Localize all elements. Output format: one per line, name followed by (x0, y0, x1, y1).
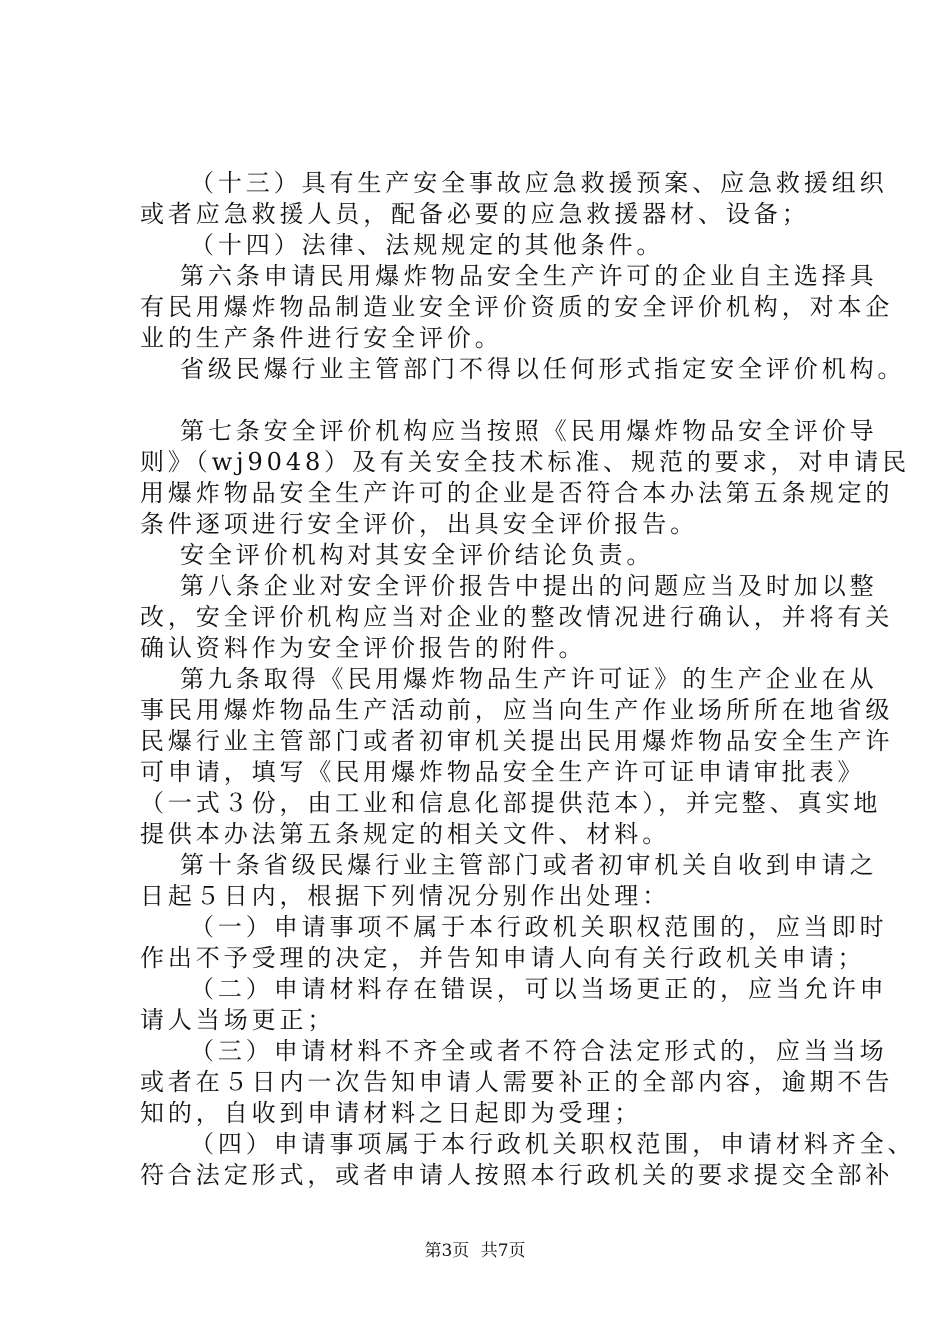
text-line: （十三）具有生产安全事故应急救援预案、应急救援组织 (190, 169, 888, 197)
text-line: 第九条取得《民用爆炸物品生产许可证》的生产企业在从 (180, 665, 878, 693)
page-footer (0, 1241, 950, 1261)
text-line: 或者应急救援人员，配备必要的应急救援器材、设备； (140, 200, 810, 228)
text-line: （十四）法律、法规规定的其他条件。 (190, 231, 665, 259)
text-line: 有民用爆炸物品制造业安全评价资质的安全评价机构，对本企 (140, 293, 894, 321)
text-line: 改，安全评价机构应当对企业的整改情况进行确认，并将有关 (140, 603, 894, 631)
text-line: 作出不予受理的决定，并告知申请人向有关行政机关申请； (140, 944, 866, 972)
page-number: 第3页 (424, 1241, 470, 1261)
text-line: 确认资料作为安全评价报告的附件。 (140, 634, 587, 662)
text-line: 日起５日内，根据下列情况分别作出处理： (140, 882, 671, 910)
document-body (140, 168, 916, 1191)
text-line: 可申请，填写《民用爆炸物品安全生产许可证申请审批表》 (140, 758, 866, 786)
text-line: 提供本办法第五条规定的相关文件、材料。 (140, 820, 671, 848)
text-line: （三）申请材料不齐全或者不符合法定形式的，应当当场 (190, 1037, 888, 1065)
text-line: 第十条省级民爆行业主管部门或者初审机关自收到申请之 (180, 851, 878, 879)
text-line: 或者在５日内一次告知申请人需要补正的全部内容，逾期不告 (140, 1068, 894, 1096)
text-line: 知的，自收到申请材料之日起即为受理； (140, 1099, 643, 1127)
text-line: 业的生产条件进行安全评价。 (140, 324, 503, 352)
page-total: 共7页 (480, 1241, 526, 1261)
paragraph-gap (140, 385, 840, 416)
text-line: （一）申请事项不属于本行政机关职权范围的，应当即时 (190, 913, 888, 941)
text-line: 第六条申请民用爆炸物品安全生产许可的企业自主选择具 (180, 262, 878, 290)
text-line: 省级民爆行业主管部门不得以任何形式指定安全评价机构。 (180, 355, 906, 383)
text-line: 第七条安全评价机构应当按照《民用爆炸物品安全评价导 (180, 417, 878, 445)
text-line: 民爆行业主管部门或者初审机关提出民用爆炸物品安全生产许 (140, 727, 894, 755)
text-line: 符合法定形式，或者申请人按照本行政机关的要求提交全部补 (140, 1161, 894, 1189)
text-line: 安全评价机构对其安全评价结论负责。 (180, 541, 655, 569)
text-line: 用爆炸物品安全生产许可的企业是否符合本办法第五条规定的 (140, 479, 894, 507)
text-line: 条件逐项进行安全评价，出具安全评价报告。 (140, 510, 698, 538)
text-line: （二）申请材料存在错误，可以当场更正的，应当允许申 (190, 975, 888, 1003)
text-line: 第八条企业对安全评价报告中提出的问题应当及时加以整 (180, 572, 878, 600)
text-line: （四）申请事项属于本行政机关职权范围，申请材料齐全、 (190, 1130, 916, 1158)
text-line: 请人当场更正； (140, 1006, 336, 1034)
text-line: （一式３份，由工业和信息化部提供范本），并完整、真实地 (140, 789, 882, 817)
text-line: 则》（wj9048）及有关安全技术标准、规范的要求，对申请民 (140, 448, 911, 476)
text-line: 事民用爆炸物品生产活动前，应当向生产作业场所所在地省级 (140, 696, 894, 724)
